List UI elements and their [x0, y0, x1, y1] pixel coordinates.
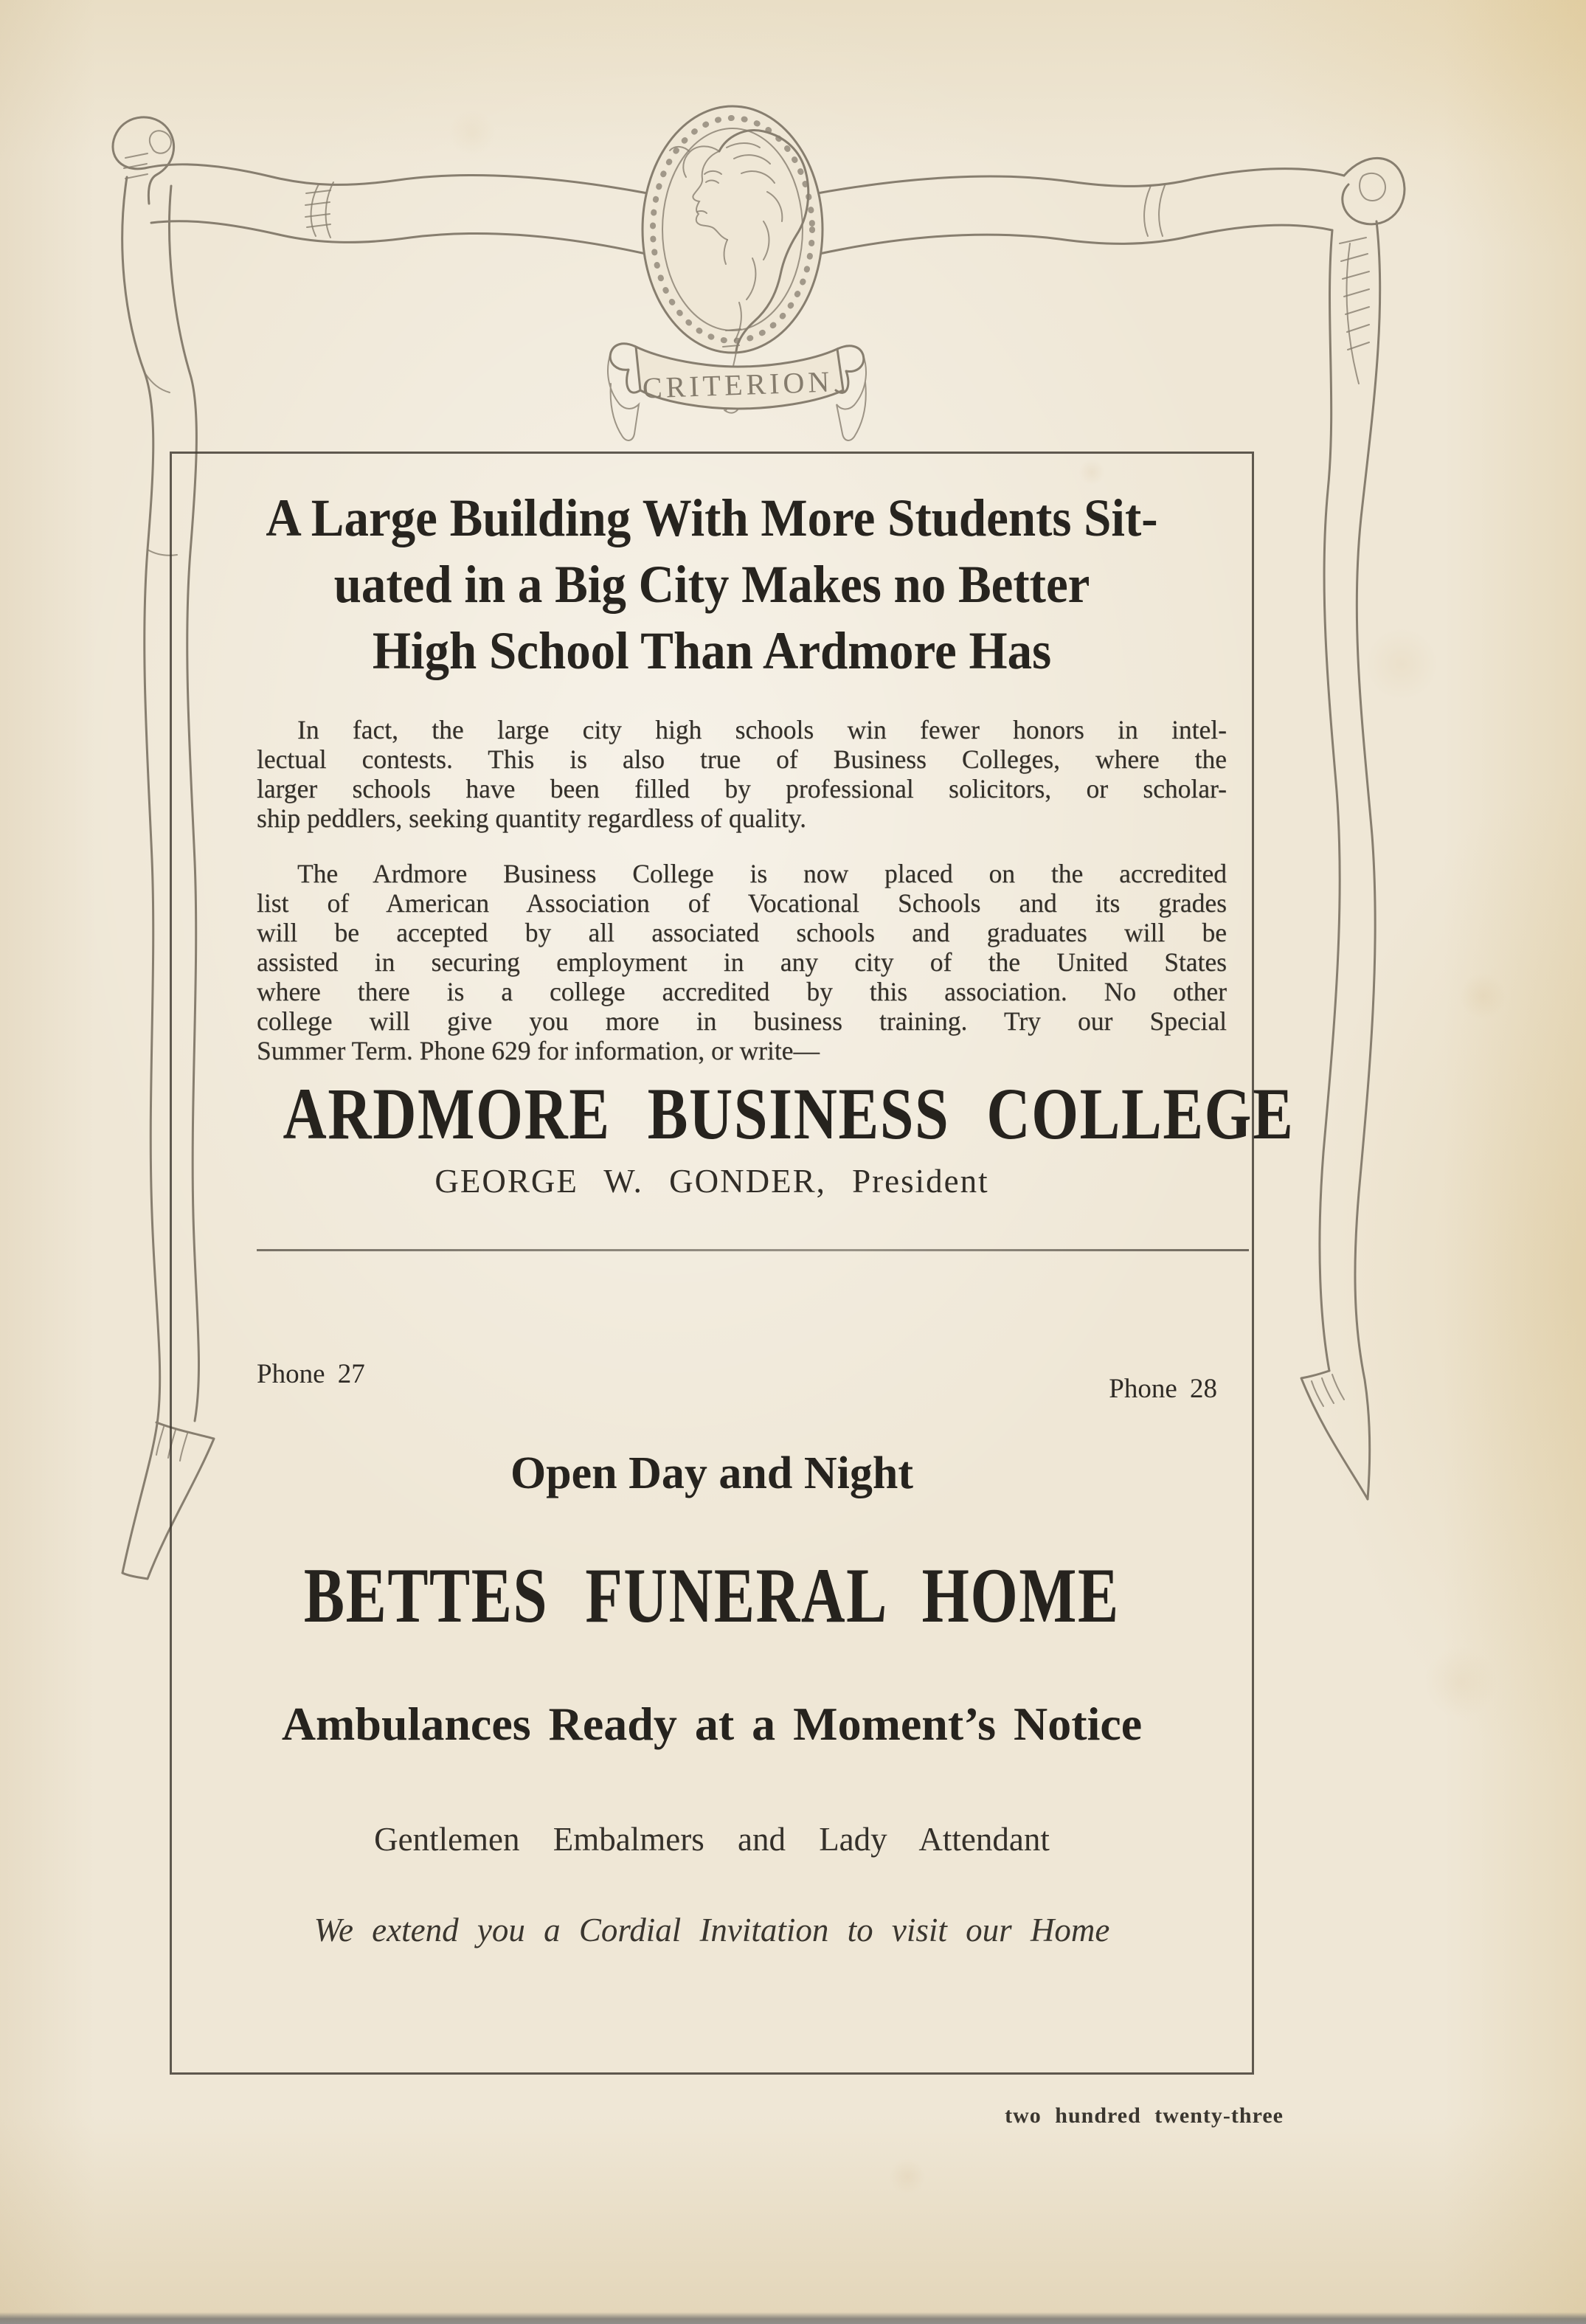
- college-ad-paragraph-2: [257, 859, 1227, 1065]
- scan-bottom-edge: [0, 2312, 1586, 2324]
- funeral-phone-left: Phone 27: [257, 1359, 365, 1389]
- college-president-line: GEORGE W. GONDER, President: [434, 1163, 989, 1200]
- college-ad-headline: [172, 485, 1252, 684]
- funeral-staff-line: Gentlemen Embalmers and Lady Attendant: [374, 1821, 1050, 1858]
- paragraph-line: larger schools have been filled by professional solicitors, or scholar-: [257, 774, 1227, 803]
- paragraph-line: ship peddlers, seeking quantity regardless of quality.: [257, 803, 806, 833]
- advertisement-box: [170, 452, 1295, 2075]
- funeral-ambulance-line: Ambulances Ready at a Moment’s Notice: [281, 1698, 1143, 1750]
- criterion-medallion: [608, 106, 866, 440]
- page-number: two hundred twenty-three: [1005, 2103, 1284, 2128]
- college-name-heading: ARDMORE BUSINESS COLLEGE: [283, 1073, 1295, 1155]
- funeral-invitation-line: We extend you a Cordial Invitation to visit our Home: [314, 1912, 1110, 1948]
- funeral-home-name-heading: BETTES FUNERAL HOME: [304, 1552, 1120, 1639]
- paragraph-line: In fact, the large city high schools win fewer honors in intel-: [297, 715, 1227, 744]
- criterion-banner-text: CRITERION: [642, 364, 834, 405]
- headline-line: uated in a Big City Makes no Better: [333, 555, 1090, 614]
- paragraph-line: will be accepted by all associated schools and graduates will be: [257, 918, 1227, 947]
- funeral-phone-right: Phone 28: [1109, 1374, 1217, 1404]
- funeral-open-line: Open Day and Night: [510, 1448, 914, 1498]
- paragraph-line: The Ardmore Business College is now placed on the accredited: [297, 859, 1227, 888]
- headline-line: A Large Building With More Students Sit-: [266, 488, 1158, 547]
- headline-line: High School Than Ardmore Has: [372, 621, 1052, 680]
- paragraph-line: assisted in securing employment in any city of the United States: [257, 947, 1227, 977]
- paragraph-line: Summer Term. Phone 629 for information, or write—: [257, 1036, 820, 1065]
- paragraph-line: lectual contests. This is also true of Business Colleges, where the: [257, 744, 1227, 774]
- paragraph-line: list of American Association of Vocational Schools and its grades: [257, 888, 1227, 918]
- paragraph-line: college will give you more in business training. Try our Special: [257, 1006, 1227, 1036]
- college-ad-paragraph-1: [257, 715, 1227, 833]
- paragraph-line: where there is a college accredited by this association. No other: [257, 977, 1227, 1006]
- ad-divider-rule: [257, 1249, 1249, 1251]
- criterion-banner: [608, 344, 866, 440]
